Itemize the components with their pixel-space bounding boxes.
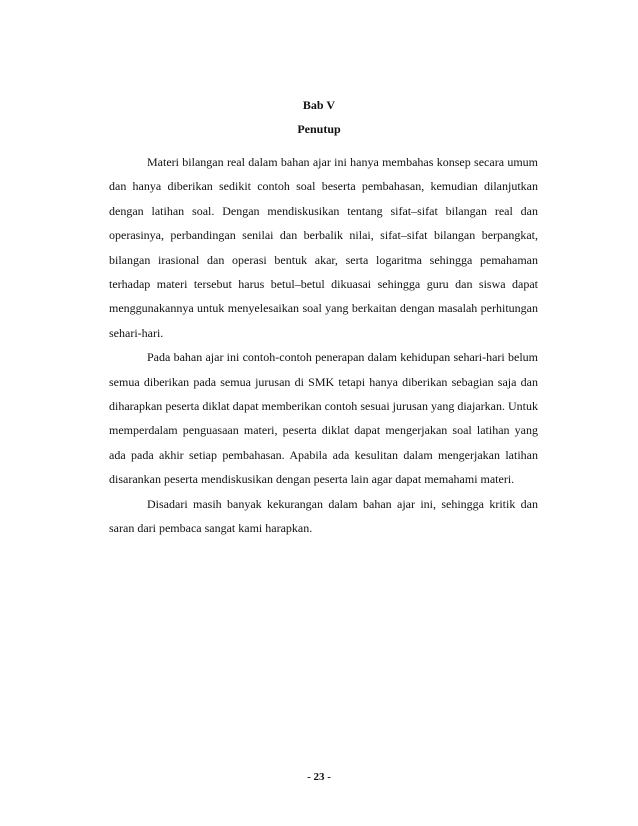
paragraph-1: Materi bilangan real dalam bahan ajar ini hanya membahas konsep secara umum dan hanya diberikan sedikit contoh soal beserta pembahasan, kemudian dilanjutkan dengan latihan soal. Dengan mendiskusikan tentang sifat–sifat bilangan real dan operasinya, perbandingan senilai dan berbalik nilai, sifat–sifat bilangan berpangkat, bilangan irasional dan operasi bentuk akar, serta logaritma sehingga pemahaman terhadap materi tersebut harus betul–betul dikuasai sehingga guru dan siswa dapat menggunakannya untuk menyelesaikan soal yang berkaitan dengan masalah perhitungan sehari-hari. — [109, 155, 538, 340]
paragraph-3: Disadari masih banyak kekurangan dalam bahan ajar ini, sehingga kritik dan saran dari pembaca sangat kami harapkan. — [109, 496, 538, 536]
chapter-number: Bab V — [302, 98, 336, 112]
paragraph-2: Pada bahan ajar ini contoh-contoh penerapan dalam kehidupan sehari-hari belum semua diberikan pada semua jurusan di SMK tetapi hanya diberikan sebagian saja dan diharapkan peserta diklat dapat memberikan contoh sesuai jurusan yang diajarkan. Untuk memperdalam penguasaan materi, peserta diklat dapat mengerjakan soal latihan yang ada pada akhir setiap pembahasan. Apabila ada kesulitan dalam mengerjakan latihan disarankan peserta mendiskusikan dengan peserta lain agar dapat memahami materi. — [109, 350, 538, 487]
body-text — [109, 150, 538, 541]
chapter-title: Penutup — [297, 122, 341, 136]
page-number: - 23 - — [307, 771, 331, 783]
